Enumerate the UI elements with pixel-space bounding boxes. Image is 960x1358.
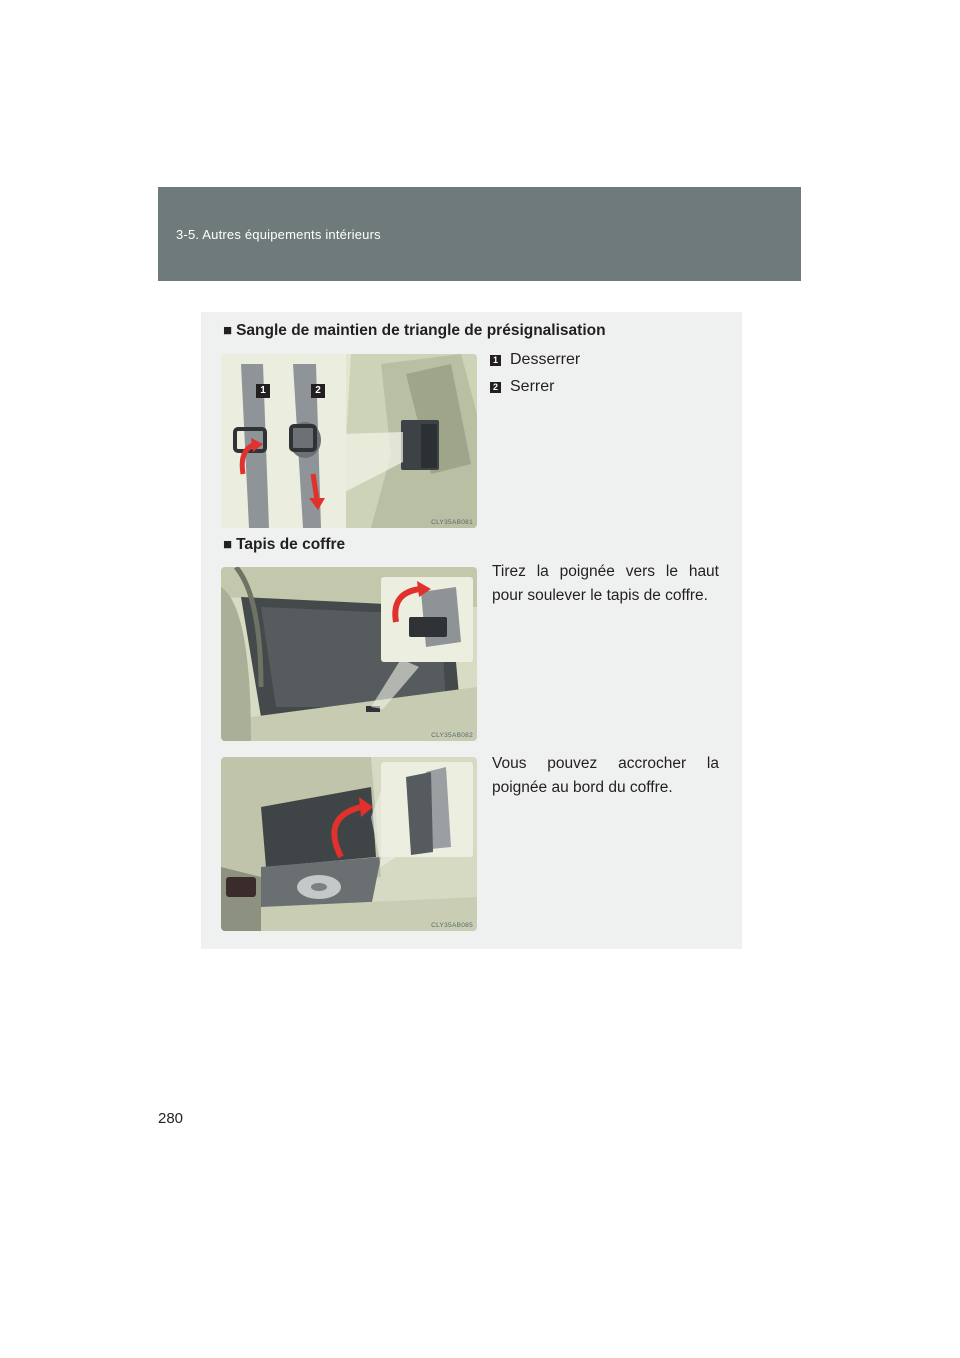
heading-text: Sangle de maintien de triangle de présignalisation bbox=[236, 322, 606, 339]
content-box bbox=[201, 312, 742, 949]
legend-item-loosen bbox=[490, 351, 580, 369]
legend-text: Serrer bbox=[510, 378, 555, 395]
square-bullet-icon: ■ bbox=[223, 536, 233, 553]
callout-badge-2: 2 bbox=[311, 384, 325, 398]
section-heading-trunk-mat bbox=[223, 536, 345, 554]
strap-illustration bbox=[221, 354, 477, 528]
number-badge: 2 bbox=[490, 382, 501, 393]
figure-code: CLY35AB081 bbox=[431, 519, 473, 526]
paragraph-lift-mat: Tirez la poignée vers le haut pour soulever le tapis de coffre. bbox=[492, 563, 719, 604]
number-badge: 1 bbox=[490, 355, 501, 366]
trunk-hook-illustration bbox=[221, 757, 477, 931]
legend-text: Desserrer bbox=[510, 351, 581, 368]
heading-text: Tapis de coffre bbox=[236, 536, 346, 553]
figure-code: CLY35AB082 bbox=[431, 732, 473, 739]
trunk-mat-illustration bbox=[221, 567, 477, 741]
figure-triangle-strap bbox=[221, 354, 477, 528]
callout-badge-1: 1 bbox=[256, 384, 270, 398]
header-band bbox=[158, 187, 801, 281]
section-heading-triangle-strap bbox=[223, 322, 606, 340]
legend-item-tighten bbox=[490, 378, 554, 396]
square-bullet-icon: ■ bbox=[223, 322, 233, 339]
figure-trunk-mat-lift bbox=[221, 567, 477, 741]
section-title: 3-5. Autres équipements intérieurs bbox=[176, 227, 381, 242]
page-number: 280 bbox=[158, 1110, 184, 1127]
figure-code: CLY35AB085 bbox=[431, 922, 473, 929]
figure-trunk-mat-hook bbox=[221, 757, 477, 931]
paragraph-hook-handle: Vous pouvez accrocher la poignée au bord du coffre. bbox=[492, 755, 719, 796]
